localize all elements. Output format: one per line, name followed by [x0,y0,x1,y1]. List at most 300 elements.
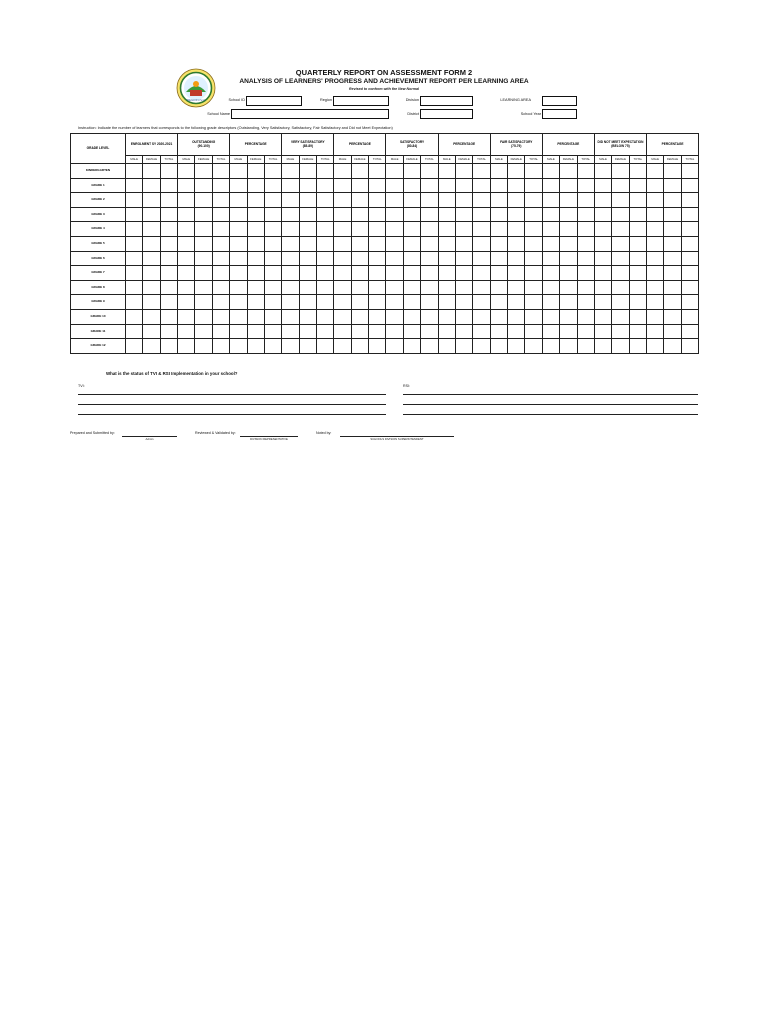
data-cell[interactable] [490,236,507,251]
data-cell[interactable] [473,251,490,266]
data-cell[interactable] [455,251,472,266]
data-cell[interactable] [438,324,455,339]
data-cell[interactable] [542,193,559,208]
data-cell[interactable] [299,207,316,222]
data-cell[interactable] [612,266,629,281]
data-cell[interactable] [230,222,247,237]
data-cell[interactable] [126,280,143,295]
data-cell[interactable] [629,236,646,251]
data-cell[interactable] [230,207,247,222]
data-cell[interactable] [647,193,664,208]
data-cell[interactable] [681,207,698,222]
data-cell[interactable] [403,324,420,339]
data-cell[interactable] [334,324,351,339]
rsi-line-2[interactable] [403,404,698,405]
data-cell[interactable] [195,178,212,193]
data-cell[interactable] [490,309,507,324]
data-cell[interactable] [629,207,646,222]
data-cell[interactable] [473,193,490,208]
data-cell[interactable] [525,295,542,310]
data-cell[interactable] [560,178,577,193]
data-cell[interactable] [160,266,177,281]
data-cell[interactable] [126,193,143,208]
data-cell[interactable] [195,251,212,266]
data-cell[interactable] [525,266,542,281]
division-field[interactable] [420,96,473,106]
data-cell[interactable] [126,295,143,310]
data-cell[interactable] [386,309,403,324]
data-cell[interactable] [212,266,229,281]
data-cell[interactable] [369,164,386,179]
data-cell[interactable] [542,324,559,339]
data-cell[interactable] [160,222,177,237]
rsi-line-3[interactable] [403,414,698,415]
data-cell[interactable] [386,207,403,222]
data-cell[interactable] [664,193,681,208]
data-cell[interactable] [230,251,247,266]
data-cell[interactable] [403,251,420,266]
data-cell[interactable] [143,266,160,281]
data-cell[interactable] [612,324,629,339]
data-cell[interactable] [299,309,316,324]
data-cell[interactable] [577,295,594,310]
data-cell[interactable] [421,251,438,266]
data-cell[interactable] [334,207,351,222]
data-cell[interactable] [299,178,316,193]
rsi-line-1[interactable] [403,394,698,395]
data-cell[interactable] [195,222,212,237]
data-cell[interactable] [386,236,403,251]
data-cell[interactable] [351,164,368,179]
data-cell[interactable] [664,280,681,295]
data-cell[interactable] [455,236,472,251]
data-cell[interactable] [421,324,438,339]
data-cell[interactable] [264,251,281,266]
data-cell[interactable] [369,266,386,281]
data-cell[interactable] [178,280,195,295]
data-cell[interactable] [299,339,316,354]
data-cell[interactable] [647,324,664,339]
data-cell[interactable] [369,178,386,193]
data-cell[interactable] [317,178,334,193]
data-cell[interactable] [299,193,316,208]
data-cell[interactable] [212,309,229,324]
data-cell[interactable] [508,207,525,222]
data-cell[interactable] [542,164,559,179]
data-cell[interactable] [560,222,577,237]
data-cell[interactable] [317,266,334,281]
data-cell[interactable] [560,309,577,324]
data-cell[interactable] [473,295,490,310]
data-cell[interactable] [647,178,664,193]
data-cell[interactable] [403,193,420,208]
data-cell[interactable] [594,309,611,324]
data-cell[interactable] [178,295,195,310]
data-cell[interactable] [560,164,577,179]
data-cell[interactable] [612,193,629,208]
data-cell[interactable] [542,251,559,266]
data-cell[interactable] [143,251,160,266]
data-cell[interactable] [664,251,681,266]
data-cell[interactable] [438,236,455,251]
data-cell[interactable] [264,324,281,339]
data-cell[interactable] [577,309,594,324]
data-cell[interactable] [490,295,507,310]
data-cell[interactable] [160,295,177,310]
data-cell[interactable] [421,339,438,354]
data-cell[interactable] [160,251,177,266]
data-cell[interactable] [629,324,646,339]
data-cell[interactable] [317,295,334,310]
data-cell[interactable] [351,280,368,295]
data-cell[interactable] [664,164,681,179]
data-cell[interactable] [126,222,143,237]
data-cell[interactable] [178,324,195,339]
data-cell[interactable] [178,222,195,237]
data-cell[interactable] [299,295,316,310]
data-cell[interactable] [351,309,368,324]
data-cell[interactable] [178,266,195,281]
data-cell[interactable] [508,222,525,237]
data-cell[interactable] [577,222,594,237]
data-cell[interactable] [508,236,525,251]
data-cell[interactable] [647,236,664,251]
data-cell[interactable] [212,207,229,222]
data-cell[interactable] [317,280,334,295]
data-cell[interactable] [438,251,455,266]
data-cell[interactable] [247,251,264,266]
data-cell[interactable] [629,164,646,179]
data-cell[interactable] [264,280,281,295]
data-cell[interactable] [612,178,629,193]
data-cell[interactable] [334,339,351,354]
data-cell[interactable] [577,236,594,251]
data-cell[interactable] [282,280,299,295]
data-cell[interactable] [542,207,559,222]
data-cell[interactable] [369,251,386,266]
data-cell[interactable] [664,178,681,193]
data-cell[interactable] [438,164,455,179]
data-cell[interactable] [334,266,351,281]
data-cell[interactable] [126,236,143,251]
data-cell[interactable] [160,164,177,179]
data-cell[interactable] [508,280,525,295]
data-cell[interactable] [264,193,281,208]
data-cell[interactable] [681,339,698,354]
data-cell[interactable] [334,178,351,193]
data-cell[interactable] [647,222,664,237]
data-cell[interactable] [160,324,177,339]
data-cell[interactable] [455,222,472,237]
data-cell[interactable] [143,280,160,295]
data-cell[interactable] [438,207,455,222]
data-cell[interactable] [178,164,195,179]
data-cell[interactable] [334,280,351,295]
data-cell[interactable] [178,207,195,222]
data-cell[interactable] [525,309,542,324]
data-cell[interactable] [542,222,559,237]
data-cell[interactable] [334,236,351,251]
data-cell[interactable] [126,324,143,339]
data-cell[interactable] [299,222,316,237]
data-cell[interactable] [473,280,490,295]
data-cell[interactable] [403,236,420,251]
data-cell[interactable] [664,295,681,310]
data-cell[interactable] [455,266,472,281]
data-cell[interactable] [247,295,264,310]
data-cell[interactable] [525,280,542,295]
data-cell[interactable] [126,339,143,354]
data-cell[interactable] [317,236,334,251]
data-cell[interactable] [421,295,438,310]
data-cell[interactable] [542,236,559,251]
data-cell[interactable] [490,251,507,266]
data-cell[interactable] [542,178,559,193]
data-cell[interactable] [438,266,455,281]
data-cell[interactable] [386,222,403,237]
data-cell[interactable] [508,193,525,208]
data-cell[interactable] [577,324,594,339]
data-cell[interactable] [455,339,472,354]
data-cell[interactable] [195,339,212,354]
data-cell[interactable] [247,193,264,208]
data-cell[interactable] [160,339,177,354]
data-cell[interactable] [681,222,698,237]
data-cell[interactable] [473,324,490,339]
data-cell[interactable] [508,295,525,310]
data-cell[interactable] [612,222,629,237]
data-cell[interactable] [160,178,177,193]
data-cell[interactable] [230,324,247,339]
data-cell[interactable] [282,266,299,281]
data-cell[interactable] [126,207,143,222]
data-cell[interactable] [264,207,281,222]
data-cell[interactable] [351,207,368,222]
data-cell[interactable] [247,309,264,324]
data-cell[interactable] [612,207,629,222]
data-cell[interactable] [195,236,212,251]
data-cell[interactable] [577,266,594,281]
data-cell[interactable] [195,193,212,208]
data-cell[interactable] [160,193,177,208]
data-cell[interactable] [247,280,264,295]
data-cell[interactable] [386,266,403,281]
data-cell[interactable] [351,222,368,237]
data-cell[interactable] [525,251,542,266]
data-cell[interactable] [212,178,229,193]
data-cell[interactable] [560,280,577,295]
data-cell[interactable] [438,295,455,310]
data-cell[interactable] [282,324,299,339]
data-cell[interactable] [247,339,264,354]
data-cell[interactable] [455,164,472,179]
data-cell[interactable] [212,222,229,237]
data-cell[interactable] [438,222,455,237]
data-cell[interactable] [490,266,507,281]
data-cell[interactable] [421,164,438,179]
data-cell[interactable] [612,280,629,295]
data-cell[interactable] [299,266,316,281]
data-cell[interactable] [212,295,229,310]
data-cell[interactable] [421,280,438,295]
data-cell[interactable] [664,207,681,222]
data-cell[interactable] [317,193,334,208]
data-cell[interactable] [560,251,577,266]
data-cell[interactable] [594,295,611,310]
data-cell[interactable] [299,280,316,295]
data-cell[interactable] [195,266,212,281]
data-cell[interactable] [282,178,299,193]
data-cell[interactable] [178,193,195,208]
data-cell[interactable] [212,324,229,339]
tvi-line-2[interactable] [78,404,386,405]
data-cell[interactable] [247,266,264,281]
data-cell[interactable] [629,193,646,208]
data-cell[interactable] [369,339,386,354]
data-cell[interactable] [351,266,368,281]
data-cell[interactable] [473,207,490,222]
data-cell[interactable] [230,309,247,324]
data-cell[interactable] [594,324,611,339]
data-cell[interactable] [317,222,334,237]
data-cell[interactable] [525,222,542,237]
data-cell[interactable] [664,324,681,339]
data-cell[interactable] [438,193,455,208]
data-cell[interactable] [629,222,646,237]
data-cell[interactable] [560,266,577,281]
data-cell[interactable] [126,309,143,324]
data-cell[interactable] [230,266,247,281]
data-cell[interactable] [612,295,629,310]
data-cell[interactable] [629,339,646,354]
data-cell[interactable] [542,280,559,295]
data-cell[interactable] [212,164,229,179]
data-cell[interactable] [490,193,507,208]
data-cell[interactable] [143,236,160,251]
data-cell[interactable] [664,266,681,281]
data-cell[interactable] [455,324,472,339]
data-cell[interactable] [612,164,629,179]
data-cell[interactable] [334,193,351,208]
data-cell[interactable] [369,222,386,237]
data-cell[interactable] [299,251,316,266]
school-year-field[interactable] [542,109,577,119]
data-cell[interactable] [508,309,525,324]
data-cell[interactable] [403,309,420,324]
data-cell[interactable] [282,222,299,237]
data-cell[interactable] [143,207,160,222]
data-cell[interactable] [629,251,646,266]
data-cell[interactable] [577,280,594,295]
data-cell[interactable] [386,178,403,193]
data-cell[interactable] [212,280,229,295]
data-cell[interactable] [525,164,542,179]
data-cell[interactable] [455,178,472,193]
data-cell[interactable] [594,339,611,354]
data-cell[interactable] [230,280,247,295]
data-cell[interactable] [490,324,507,339]
data-cell[interactable] [264,236,281,251]
data-cell[interactable] [403,280,420,295]
data-cell[interactable] [369,193,386,208]
data-cell[interactable] [490,222,507,237]
learning-area-field[interactable] [542,96,577,106]
data-cell[interactable] [369,280,386,295]
data-cell[interactable] [647,251,664,266]
data-cell[interactable] [178,178,195,193]
data-cell[interactable] [317,339,334,354]
data-cell[interactable] [594,266,611,281]
data-cell[interactable] [560,236,577,251]
data-cell[interactable] [126,164,143,179]
data-cell[interactable] [455,207,472,222]
data-cell[interactable] [351,324,368,339]
data-cell[interactable] [594,222,611,237]
data-cell[interactable] [195,280,212,295]
data-cell[interactable] [264,339,281,354]
data-cell[interactable] [525,178,542,193]
data-cell[interactable] [264,309,281,324]
data-cell[interactable] [126,178,143,193]
data-cell[interactable] [490,164,507,179]
data-cell[interactable] [473,236,490,251]
data-cell[interactable] [508,266,525,281]
data-cell[interactable] [264,295,281,310]
data-cell[interactable] [629,309,646,324]
data-cell[interactable] [594,164,611,179]
data-cell[interactable] [317,251,334,266]
data-cell[interactable] [299,324,316,339]
data-cell[interactable] [438,309,455,324]
data-cell[interactable] [143,295,160,310]
data-cell[interactable] [577,178,594,193]
data-cell[interactable] [317,324,334,339]
data-cell[interactable] [525,339,542,354]
data-cell[interactable] [160,280,177,295]
data-cell[interactable] [577,339,594,354]
data-cell[interactable] [560,324,577,339]
data-cell[interactable] [369,207,386,222]
data-cell[interactable] [334,222,351,237]
data-cell[interactable] [612,309,629,324]
data-cell[interactable] [681,309,698,324]
data-cell[interactable] [473,339,490,354]
data-cell[interactable] [230,164,247,179]
data-cell[interactable] [386,164,403,179]
data-cell[interactable] [490,280,507,295]
data-cell[interactable] [264,266,281,281]
data-cell[interactable] [629,295,646,310]
data-cell[interactable] [386,251,403,266]
data-cell[interactable] [403,164,420,179]
data-cell[interactable] [525,236,542,251]
data-cell[interactable] [230,193,247,208]
data-cell[interactable] [594,236,611,251]
tvi-line-3[interactable] [78,414,386,415]
data-cell[interactable] [230,236,247,251]
data-cell[interactable] [351,178,368,193]
data-cell[interactable] [647,339,664,354]
data-cell[interactable] [247,164,264,179]
data-cell[interactable] [681,295,698,310]
data-cell[interactable] [403,339,420,354]
data-cell[interactable] [664,236,681,251]
data-cell[interactable] [126,251,143,266]
data-cell[interactable] [473,266,490,281]
data-cell[interactable] [230,295,247,310]
data-cell[interactable] [525,193,542,208]
data-cell[interactable] [473,309,490,324]
